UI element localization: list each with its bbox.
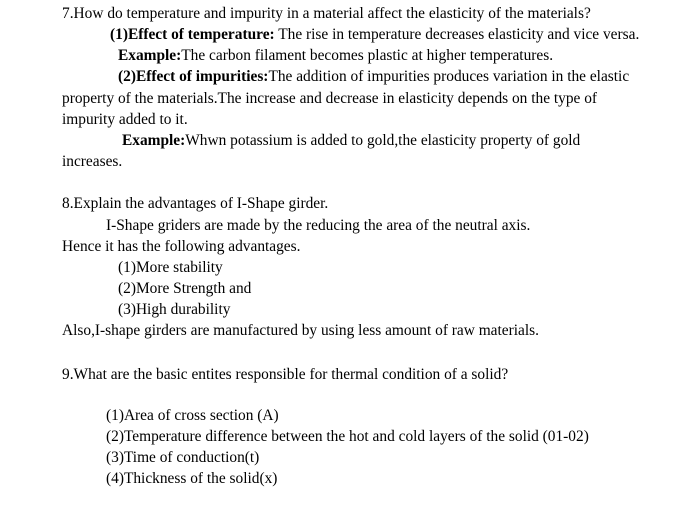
temperature-example-label: Example:	[118, 47, 182, 64]
impurity-example-line-2: increases.	[62, 153, 123, 170]
impurity-effect	[118, 68, 629, 86]
impurity-effect-heading: (2)Effect of impurities:	[118, 68, 269, 85]
girder-intro-line-1: I-Shape griders are made by the reducing the area of the neutral axis.	[106, 217, 531, 234]
advantage-item: (3)High durability	[118, 301, 231, 318]
impurity-effect-line-2: property of the materials.The increase and decrease in elasticity depends on the type of	[62, 90, 598, 107]
temperature-example	[118, 47, 553, 65]
thermal-entity-item: (1)Area of cross section (A)	[106, 407, 279, 424]
temperature-effect	[110, 26, 639, 44]
question-7: 7.How do temperature and impurity in a material affect the elasticity of the materials?	[62, 5, 591, 22]
impurity-example-text: Whwn potassium is added to gold,the elasticity property of gold	[185, 132, 581, 149]
impurity-effect-line-3: impurity added to it.	[62, 111, 188, 128]
impurity-example	[122, 132, 580, 150]
temperature-effect-text: The rise in temperature decreases elasticity and vice versa.	[274, 26, 640, 43]
girder-intro-line-2: Hence it has the following advantages.	[62, 238, 301, 255]
thermal-entity-item: (4)Thickness of the solid(x)	[106, 470, 278, 487]
impurity-example-label: Example:	[122, 132, 186, 149]
advantage-item: (1)More stability	[118, 259, 223, 276]
thermal-entity-item: (3)Time of conduction(t)	[106, 449, 260, 466]
temperature-effect-heading: (1)Effect of temperature:	[110, 26, 275, 43]
question-8: 8.Explain the advantages of I-Shape girder.	[62, 195, 329, 212]
question-9: 9.What are the basic entites responsible for thermal condition of a solid?	[62, 366, 509, 383]
advantage-item: (2)More Strength and	[118, 280, 252, 297]
impurity-effect-text: The addition of impurities produces variation in the elastic	[268, 68, 630, 85]
thermal-entity-item: (2)Temperature difference between the hot and cold layers of the solid (01-02)	[106, 428, 589, 445]
temperature-example-text: The carbon filament becomes plastic at higher temperatures.	[181, 47, 554, 64]
girder-conclusion: Also,I-shape girders are manufactured by using less amount of raw materials.	[62, 322, 539, 339]
